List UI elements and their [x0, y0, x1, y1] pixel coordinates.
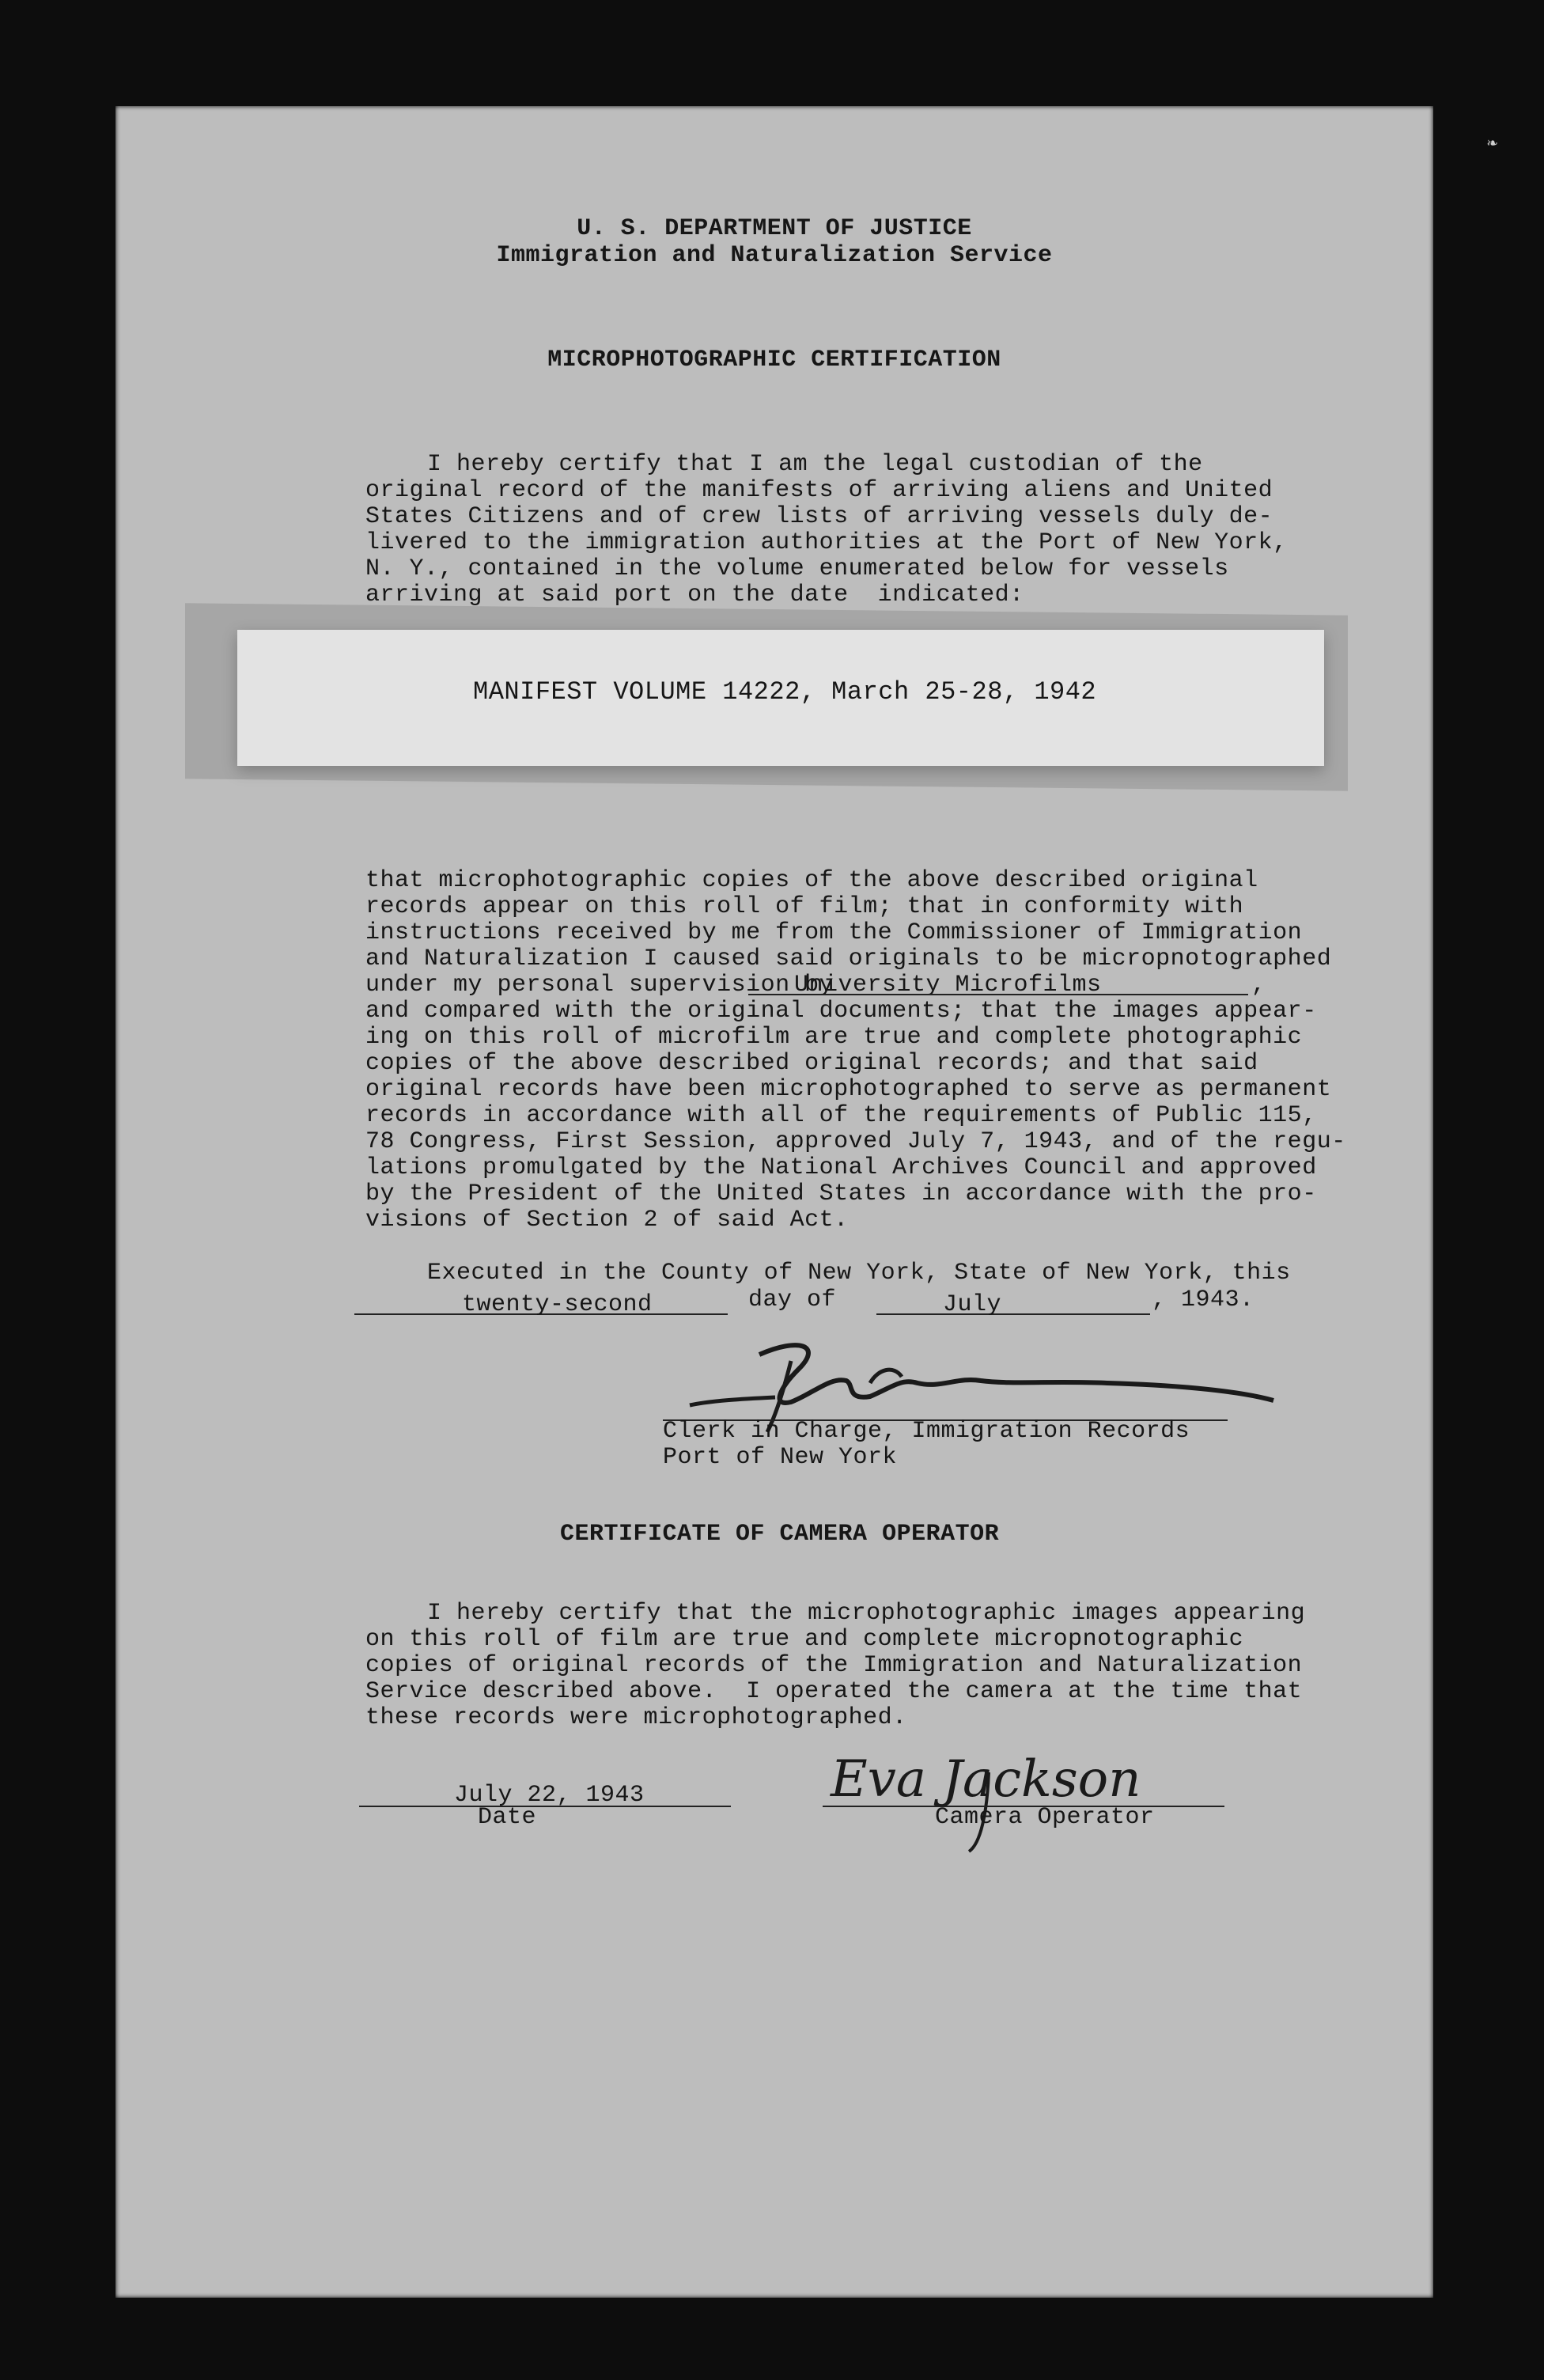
service-heading: Immigration and Naturalization Service: [496, 242, 1053, 269]
operator-label: Camera Operator: [935, 1804, 1155, 1831]
body-line: that microphotographic copies of the above described original: [365, 867, 1258, 894]
body-line: original records have been microphotographed to serve as permanent: [365, 1076, 1332, 1103]
camera-line: I hereby certify that the microphotographic images appearing: [427, 1600, 1306, 1627]
body-line: copies of the above described original records; and that said: [365, 1050, 1258, 1077]
department-heading: U. S. DEPARTMENT OF JUSTICE: [577, 215, 972, 242]
supervisor-comma: ,: [1251, 972, 1266, 999]
intro-line: States Citizens and of crew lists of arriving vessels duly de-: [365, 503, 1273, 530]
body-line: and Naturalization I caused said originals to be micropnotographed: [365, 946, 1332, 972]
executed-month: July: [943, 1291, 1002, 1318]
body-line: records in accordance with all of the requirements of Public 115,: [365, 1102, 1317, 1129]
certification-title: MICROPHOTOGRAPHIC CERTIFICATION: [547, 347, 1001, 373]
clerk-title: Clerk in Charge, Immigration Records: [663, 1418, 1190, 1445]
corner-mark: ❧: [1487, 134, 1498, 153]
operator-signature-text: Eva Jackson: [831, 1750, 1141, 1809]
body-line: ing on this roll of microfilm are true and complete photographic: [365, 1024, 1303, 1051]
camera-line: on this roll of film are true and complete micropnotographic: [365, 1626, 1244, 1653]
intro-line: livered to the immigration authorities at the Port of New York,: [365, 529, 1288, 556]
camera-certificate-title: CERTIFICATE OF CAMERA OPERATOR: [560, 1521, 1000, 1548]
executed-line: Executed in the County of New York, State of New York, this: [427, 1260, 1291, 1287]
camera-line: Service described above. I operated the camera at the time that: [365, 1678, 1303, 1705]
body-line: under my personal supervision by: [365, 972, 834, 999]
intro-line: original record of the manifests of arriving aliens and United: [365, 477, 1273, 504]
body-line: and compared with the original documents; that the images appear-: [365, 998, 1317, 1025]
day-of-label: day of: [748, 1287, 837, 1313]
body-line: by the President of the United States in accordance with the pro-: [365, 1181, 1317, 1207]
intro-line: N. Y., contained in the volume enumerated below for vessels: [365, 555, 1229, 582]
camera-line: these records were microphotographed.: [365, 1704, 907, 1731]
body-line: lations promulgated by the National Archives Council and approved: [365, 1154, 1317, 1181]
body-line: records appear on this roll of film; that in conformity with: [365, 893, 1244, 920]
body-line: instructions received by me from the Commissioner of Immigration: [365, 919, 1303, 946]
date-label: Date: [478, 1804, 537, 1831]
intro-line: arriving at said port on the date indicated:: [365, 582, 1024, 608]
body-line: visions of Section 2 of said Act.: [365, 1207, 849, 1234]
executed-year: , 1943.: [1152, 1287, 1254, 1313]
manifest-volume-label: MANIFEST VOLUME 14222, March 25-28, 1942: [473, 677, 1097, 707]
date-value: July 22, 1943: [454, 1782, 645, 1809]
executed-day: twenty-second: [462, 1291, 653, 1318]
supervisor-name: University Microfilms: [794, 972, 1102, 999]
clerk-location: Port of New York: [663, 1444, 898, 1471]
intro-line: I hereby certify that I am the legal custodian of the: [427, 451, 1203, 478]
camera-line: copies of original records of the Immigration and Naturalization: [365, 1652, 1303, 1679]
body-line: 78 Congress, First Session, approved July 7, 1943, and of the regu-: [365, 1128, 1346, 1155]
